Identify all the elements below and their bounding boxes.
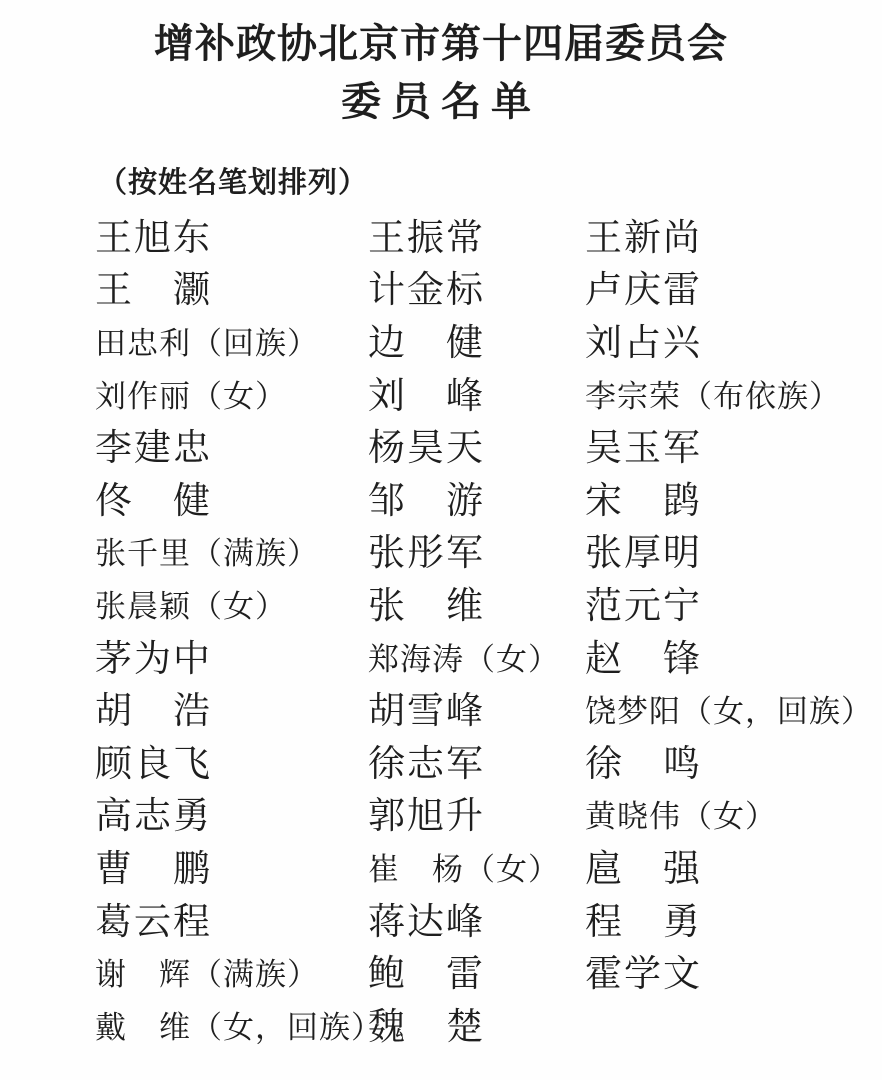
member-name: 葛云程 — [95, 901, 212, 943]
member-name: 佟 健 — [95, 480, 212, 522]
member-name: 张厚明 — [585, 533, 702, 575]
member-name: 刘 峰 — [368, 375, 485, 417]
member-name: 范元宁 — [585, 585, 702, 627]
member-name: 边 健 — [368, 322, 485, 364]
member-name: 胡 浩 — [95, 691, 212, 733]
member-name: 崔 杨（女） — [368, 851, 560, 887]
member-name: 李建忠 — [95, 428, 212, 470]
member-name: 卢庆雷 — [585, 270, 702, 312]
member-name: 谢 辉（满族） — [95, 957, 319, 993]
member-name: 刘占兴 — [585, 322, 702, 364]
member-name: 王新尚 — [585, 217, 702, 259]
member-name: 刘作丽（女） — [95, 378, 287, 414]
member-name: 戴 维（女，回族） — [95, 1009, 383, 1045]
member-name: 郭旭升 — [368, 796, 485, 838]
member-name: 胡雪峰 — [368, 691, 485, 733]
member-name: 田忠利（回族） — [95, 325, 319, 361]
member-name: 程 勇 — [585, 901, 702, 943]
member-name: 蒋达峰 — [368, 901, 485, 943]
document-title-line2: 委员名单 — [341, 79, 541, 124]
document-title-line1: 增补政协北京市第十四届委员会 — [154, 21, 728, 66]
member-name: 王 灏 — [95, 270, 212, 312]
members-name-grid — [95, 212, 882, 1054]
member-name: 黄晓伟（女） — [585, 799, 777, 835]
member-name: 郑海涛（女） — [368, 641, 560, 677]
member-name: 曹 鹏 — [95, 848, 212, 890]
member-name: 赵 锋 — [585, 638, 702, 680]
sort-order-note: （按姓名笔划排列） — [98, 167, 369, 199]
member-name: 顾良飞 — [95, 743, 212, 785]
member-name: 宋 鹍 — [585, 480, 702, 522]
member-name: 扈 强 — [585, 848, 702, 890]
member-name: 杨昊天 — [368, 428, 485, 470]
member-name: 饶梦阳（女，回族） — [585, 694, 873, 730]
member-name: 茅为中 — [95, 638, 212, 680]
member-name: 徐志军 — [368, 743, 485, 785]
member-name: 张晨颖（女） — [95, 588, 287, 624]
member-name: 张千里（满族） — [95, 536, 319, 572]
member-name: 高志勇 — [95, 796, 212, 838]
member-name: 魏 楚 — [368, 1006, 485, 1048]
member-name: 吴玉军 — [585, 428, 702, 470]
member-name: 张彤军 — [368, 533, 485, 575]
member-name: 计金标 — [368, 270, 485, 312]
member-name: 王旭东 — [95, 217, 212, 259]
member-name: 鲍 雷 — [368, 954, 485, 996]
member-name: 邹 游 — [368, 480, 485, 522]
member-name: 徐 鸣 — [585, 743, 702, 785]
member-name: 李宗荣（布依族） — [585, 378, 841, 414]
member-name: 王振常 — [368, 217, 485, 259]
member-name: 霍学文 — [585, 954, 702, 996]
member-name: 张 维 — [368, 585, 485, 627]
